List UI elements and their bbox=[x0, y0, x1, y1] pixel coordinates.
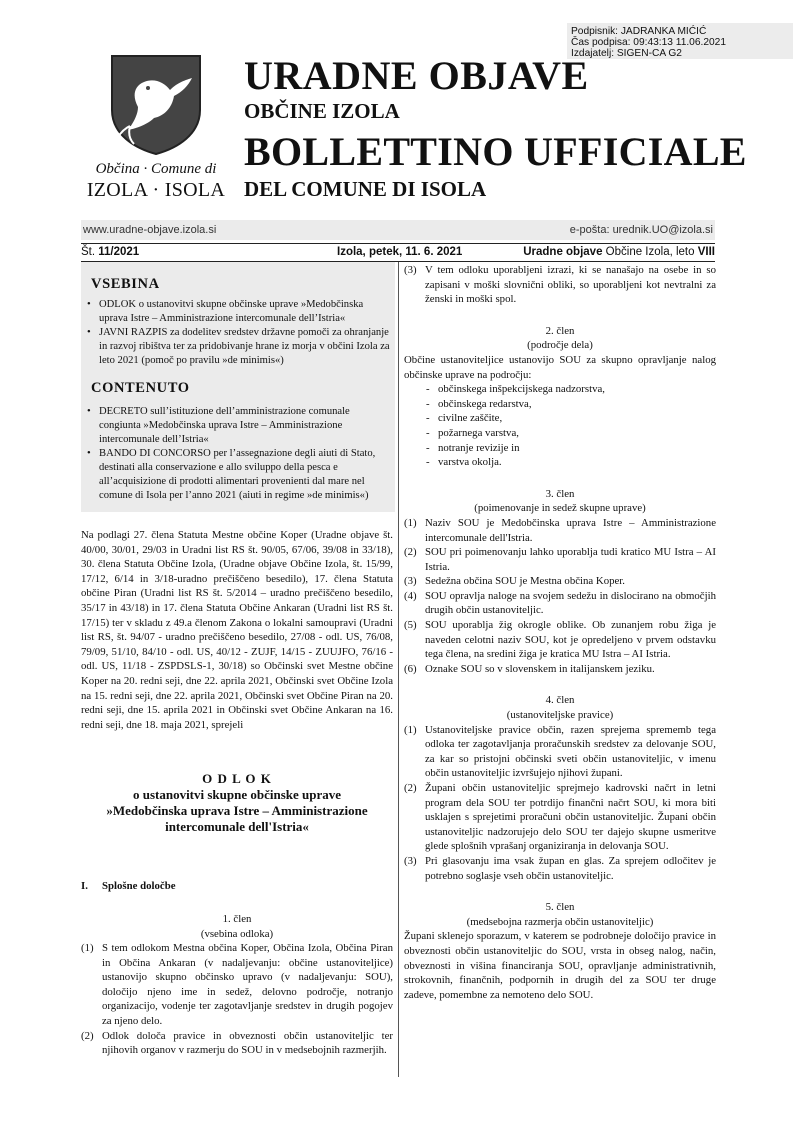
article-2-list bbox=[404, 382, 716, 470]
document-title: O D L O K bbox=[202, 771, 272, 787]
article-5-subtitle: (medsebojna razmerja občin ustanoviteljic) bbox=[466, 915, 654, 928]
article-1-subtitle: (vsebina odloka) bbox=[200, 927, 274, 940]
preamble: Na podlagi 27. člena Statuta Mestne občine Koper (Uradne objave št. 40/00, 30/01, 29/03 in Uradni list RS št. 90/05, 67/06, 39/08 in 33/18), 30. člena Statuta Občine Izola, (Uradne objave Občine Izola, št. 15/99, 17/12, 6/14 in 3/18-uradno prečiščeno besedilo), 17. člena Statuta občine Piran (Uradni list RS št. 5/2014 – uradno prečiščeno besedilo, 35/17 in 43/18) in 17. člena Statuta Občine Ankaran (Uradni list RS št. 17/15) ter v skladu z 49.a členom Zakona o lokalni samoupravi (Uradni list RS, št. 94/07 - uradno prečiščeno besedilo, 27/08 - odl. US, 76/08, 79/09, 51/10, 84/10 - odl. US, 40/12 - ZUJF, 14/15 - ZUUJFO, 76/16 - odl. US, 11/18 - ZSPDSLS-1, 30/18) so Občinski svet Mestne občine Koper na 20. redni seji, dne 22. aprila 2021, Občinski svet Občine Izola na 15. redni seji, dne 22. aprila 2021, Občinski svet Občine Piran na 20. redni seji, dne 15. aprila 2021 in Občinski svet Občine Ankaran na 16. redni seji, dne 18. maja 2021, sprejeli bbox=[81, 529, 393, 731]
list-item: - notranje revizije in bbox=[426, 441, 716, 456]
article-4-title: 4. člen bbox=[545, 694, 575, 707]
paragraph: (1) S tem odlokom Mestna občina Koper, Občina Izola, Občina Piran in Občina Ankaran (v nadaljevanju: občine ustanoviteljice) ustanovijo skupno občinsko upravo (v nadaljevanju: SOU), določijo njeno ime in sedež, delovno področje, notranjo organizacijo, vodenje ter zagotavljanje sredstev in drugih pogojev za njeno delo. bbox=[81, 942, 393, 1028]
subtitle-it: DEL COMUNE DI ISOLA bbox=[244, 177, 487, 201]
subtitle-sl: OBČINE IZOLA bbox=[244, 99, 400, 123]
column-divider bbox=[398, 262, 399, 1077]
paragraph: (4) SOU opravlja naloge na svojem sedežu in dislocirano na območjih drugih občin ustanoviteljic. bbox=[404, 589, 716, 617]
list-item: - civilne zaščite, bbox=[426, 411, 716, 426]
article-3-subtitle: (poimenovanje in sedež skupne uprave) bbox=[474, 502, 646, 515]
article-3-paragraphs bbox=[404, 516, 716, 677]
title-sl: URADNE OBJAVE bbox=[244, 53, 589, 98]
left-column bbox=[81, 528, 393, 1058]
digital-signature-box bbox=[567, 23, 793, 59]
paragraph: (3) V tem odloku uporabljeni izrazi, ki se nanašajo na osebe in so zapisani v moški slovnični obliki, so uporabljeni kot nevtralni za ženski in moški spol. bbox=[404, 264, 716, 306]
article-2-title: 2. člen bbox=[545, 324, 575, 337]
paragraph: (5) SOU uporablja žig okrogle oblike. Ob zunanjem robu žiga je naveden celotni naziv SOU, kot je opredeljeno v prvem odstavku tega člena, na sredini žiga je kratica MU Istra – AI Istria. bbox=[404, 619, 716, 661]
article-5-text: Župani sklenejo sporazum, v katerem se podrobneje določijo pravice in obveznosti občin ustanoviteljic do SOU, vrsta in obseg nalog, način, obveznosti in višina financiranja SOU, opravljanje administrativnih, strokovnih, finančnih, podpornih in drugih del za SOU ter druge zadeve, pomembne za nemoteno delo SOU. bbox=[404, 930, 716, 1001]
paragraph: (3) Pri glasovanju ima vsak župan en glas. Za sprejem odločitev je potrebno soglasje vseh občin ustanoviteljic. bbox=[404, 854, 716, 882]
article-2-subtitle: (področje dela) bbox=[527, 339, 593, 352]
izola-coat-of-arms-icon bbox=[108, 52, 204, 156]
paragraph: (2) Odlok določa pravice in obveznosti občin ustanoviteljic ter njihovih organov v razmerju do SOU in v medsebojnih razmerjih. bbox=[81, 1029, 393, 1057]
paragraph: (1) Ustanoviteljske pravice občin, razen sprejema sprememb tega odloka ter zagotavljanja proračunskih sredstev za delovanje SOU, za kar so pristojni občinski sveti občin ustanoviteljic, v imenu občin ustanoviteljic izvršujejo njihovi župani. bbox=[404, 723, 716, 780]
list-item: - požarnega varstva, bbox=[426, 426, 716, 441]
signature-issuer: Izdajatelj: SIGEN-CA G2 bbox=[571, 48, 682, 59]
article-2-intro: Občine ustanoviteljice ustanovijo SOU za skupno opravljanje nalog občinske uprave na področju: bbox=[404, 353, 716, 381]
article-1-title: 1. člen bbox=[222, 912, 252, 925]
municipality-logo-text bbox=[86, 160, 226, 202]
signature-time: Čas podpisa: 09:43:13 11.06.2021 bbox=[571, 37, 727, 48]
paragraph: (1) Naziv SOU je Medobčinska uprava Istre – Amministrazione intercomunale dell'Istria. bbox=[404, 516, 716, 544]
website-link[interactable]: www.uradne-objave.izola.si bbox=[83, 224, 217, 236]
toc-item[interactable]: • DECRETO sull’istituzione dell’amministrazione comunale congiunta »Medobčinska uprava Istre – Amministrazione intercomunale dell’Istria« bbox=[87, 405, 391, 447]
list-item: - občinskega redarstva, bbox=[426, 397, 716, 412]
toc-item[interactable]: • BANDO DI CONCORSO per l’assegnazione degli aiuti di Stato, destinati alla conservazione e allo sviluppo della pesca e all’acquisizione di prodotti alimentari provenienti dal mare nel comune di Isola per l’anno 2021 (aiuti in regime »de minimis«) bbox=[87, 447, 391, 503]
municipality-name: IZOLA · ISOLA bbox=[86, 179, 226, 201]
article-4-paragraphs bbox=[404, 723, 716, 884]
article-1-paragraphs bbox=[81, 941, 393, 1058]
article-3-title: 3. člen bbox=[545, 487, 575, 500]
toc-list-it bbox=[87, 405, 391, 503]
table-of-contents bbox=[81, 262, 395, 512]
section-heading: I. Splošne določbe bbox=[81, 879, 176, 892]
issue-number: Št. 11/2021 bbox=[81, 246, 140, 258]
article-1-paragraph-3 bbox=[404, 263, 716, 307]
header-rule-top bbox=[81, 243, 715, 244]
document-subtitle: o ustanovitvi skupne občinske uprave »Medobčinska uprava Istre – Amministrazione intercomunale dell'Istria« bbox=[106, 786, 368, 834]
issue-date: Izola, petek, 11. 6. 2021 bbox=[337, 246, 463, 258]
paragraph: (2) SOU pri poimenovanju lahko uporablja tudi kratico MU Istra – AI Istria. bbox=[404, 546, 716, 573]
email-link[interactable]: e-pošta: urednik.UO@izola.si bbox=[569, 224, 713, 236]
toc-heading-it: CONTENUTO bbox=[91, 380, 190, 396]
toc-heading-sl: VSEBINA bbox=[91, 276, 160, 292]
municipality-line: Občina · Comune di bbox=[95, 161, 217, 177]
right-column bbox=[404, 263, 716, 1002]
paragraph: (6) Oznake SOU so v slovenskem in italijanskem jeziku. bbox=[404, 662, 655, 675]
contact-bar bbox=[81, 220, 715, 240]
list-item: - občinskega inšpekcijskega nadzorstva, bbox=[426, 382, 716, 397]
paragraph: (3) Sedežna občina SOU je Mestna občina Koper. bbox=[404, 575, 625, 588]
article-4-subtitle: (ustanoviteljske pravice) bbox=[506, 709, 614, 722]
issue-publication: Uradne objave Občine Izola, leto VIII bbox=[523, 246, 715, 258]
toc-list-sl bbox=[87, 298, 391, 368]
signature-signer: Podpisnik: JADRANKA MIĆIĆ bbox=[571, 26, 707, 37]
toc-item[interactable]: • JAVNI RAZPIS za dodelitev sredstev državne pomoči za ohranjanje in razvoj ribištva ter za pridobivanje hrane iz morja v občini Izola za leto 2021 (pomoč po pravilu »de minimis«) bbox=[87, 326, 391, 368]
title-it: BOLLETTINO UFFICIALE bbox=[244, 129, 747, 174]
article-5-title: 5. člen bbox=[545, 901, 575, 914]
toc-item[interactable]: • ODLOK o ustanovitvi skupne občinske uprave »Medobčinska uprava Istre – Amministrazione intercomunale dell’Istria« bbox=[87, 298, 391, 326]
list-item: - varstva okolja. bbox=[426, 455, 716, 470]
paragraph: (2) Župani občin ustanoviteljic sprejmejo kadrovski načrt in letni program dela SOU ter potrdijo finančni načrt SOU, ki mora biti usklajen s sprejetimi proračuni občin ustanoviteljic. Župani občin ustanoviteljic nadzorujejo delo SOU ter dajejo skupne usmeritve glede splošnih vprašanj organiziranja in delovanja SOU. bbox=[404, 782, 716, 853]
